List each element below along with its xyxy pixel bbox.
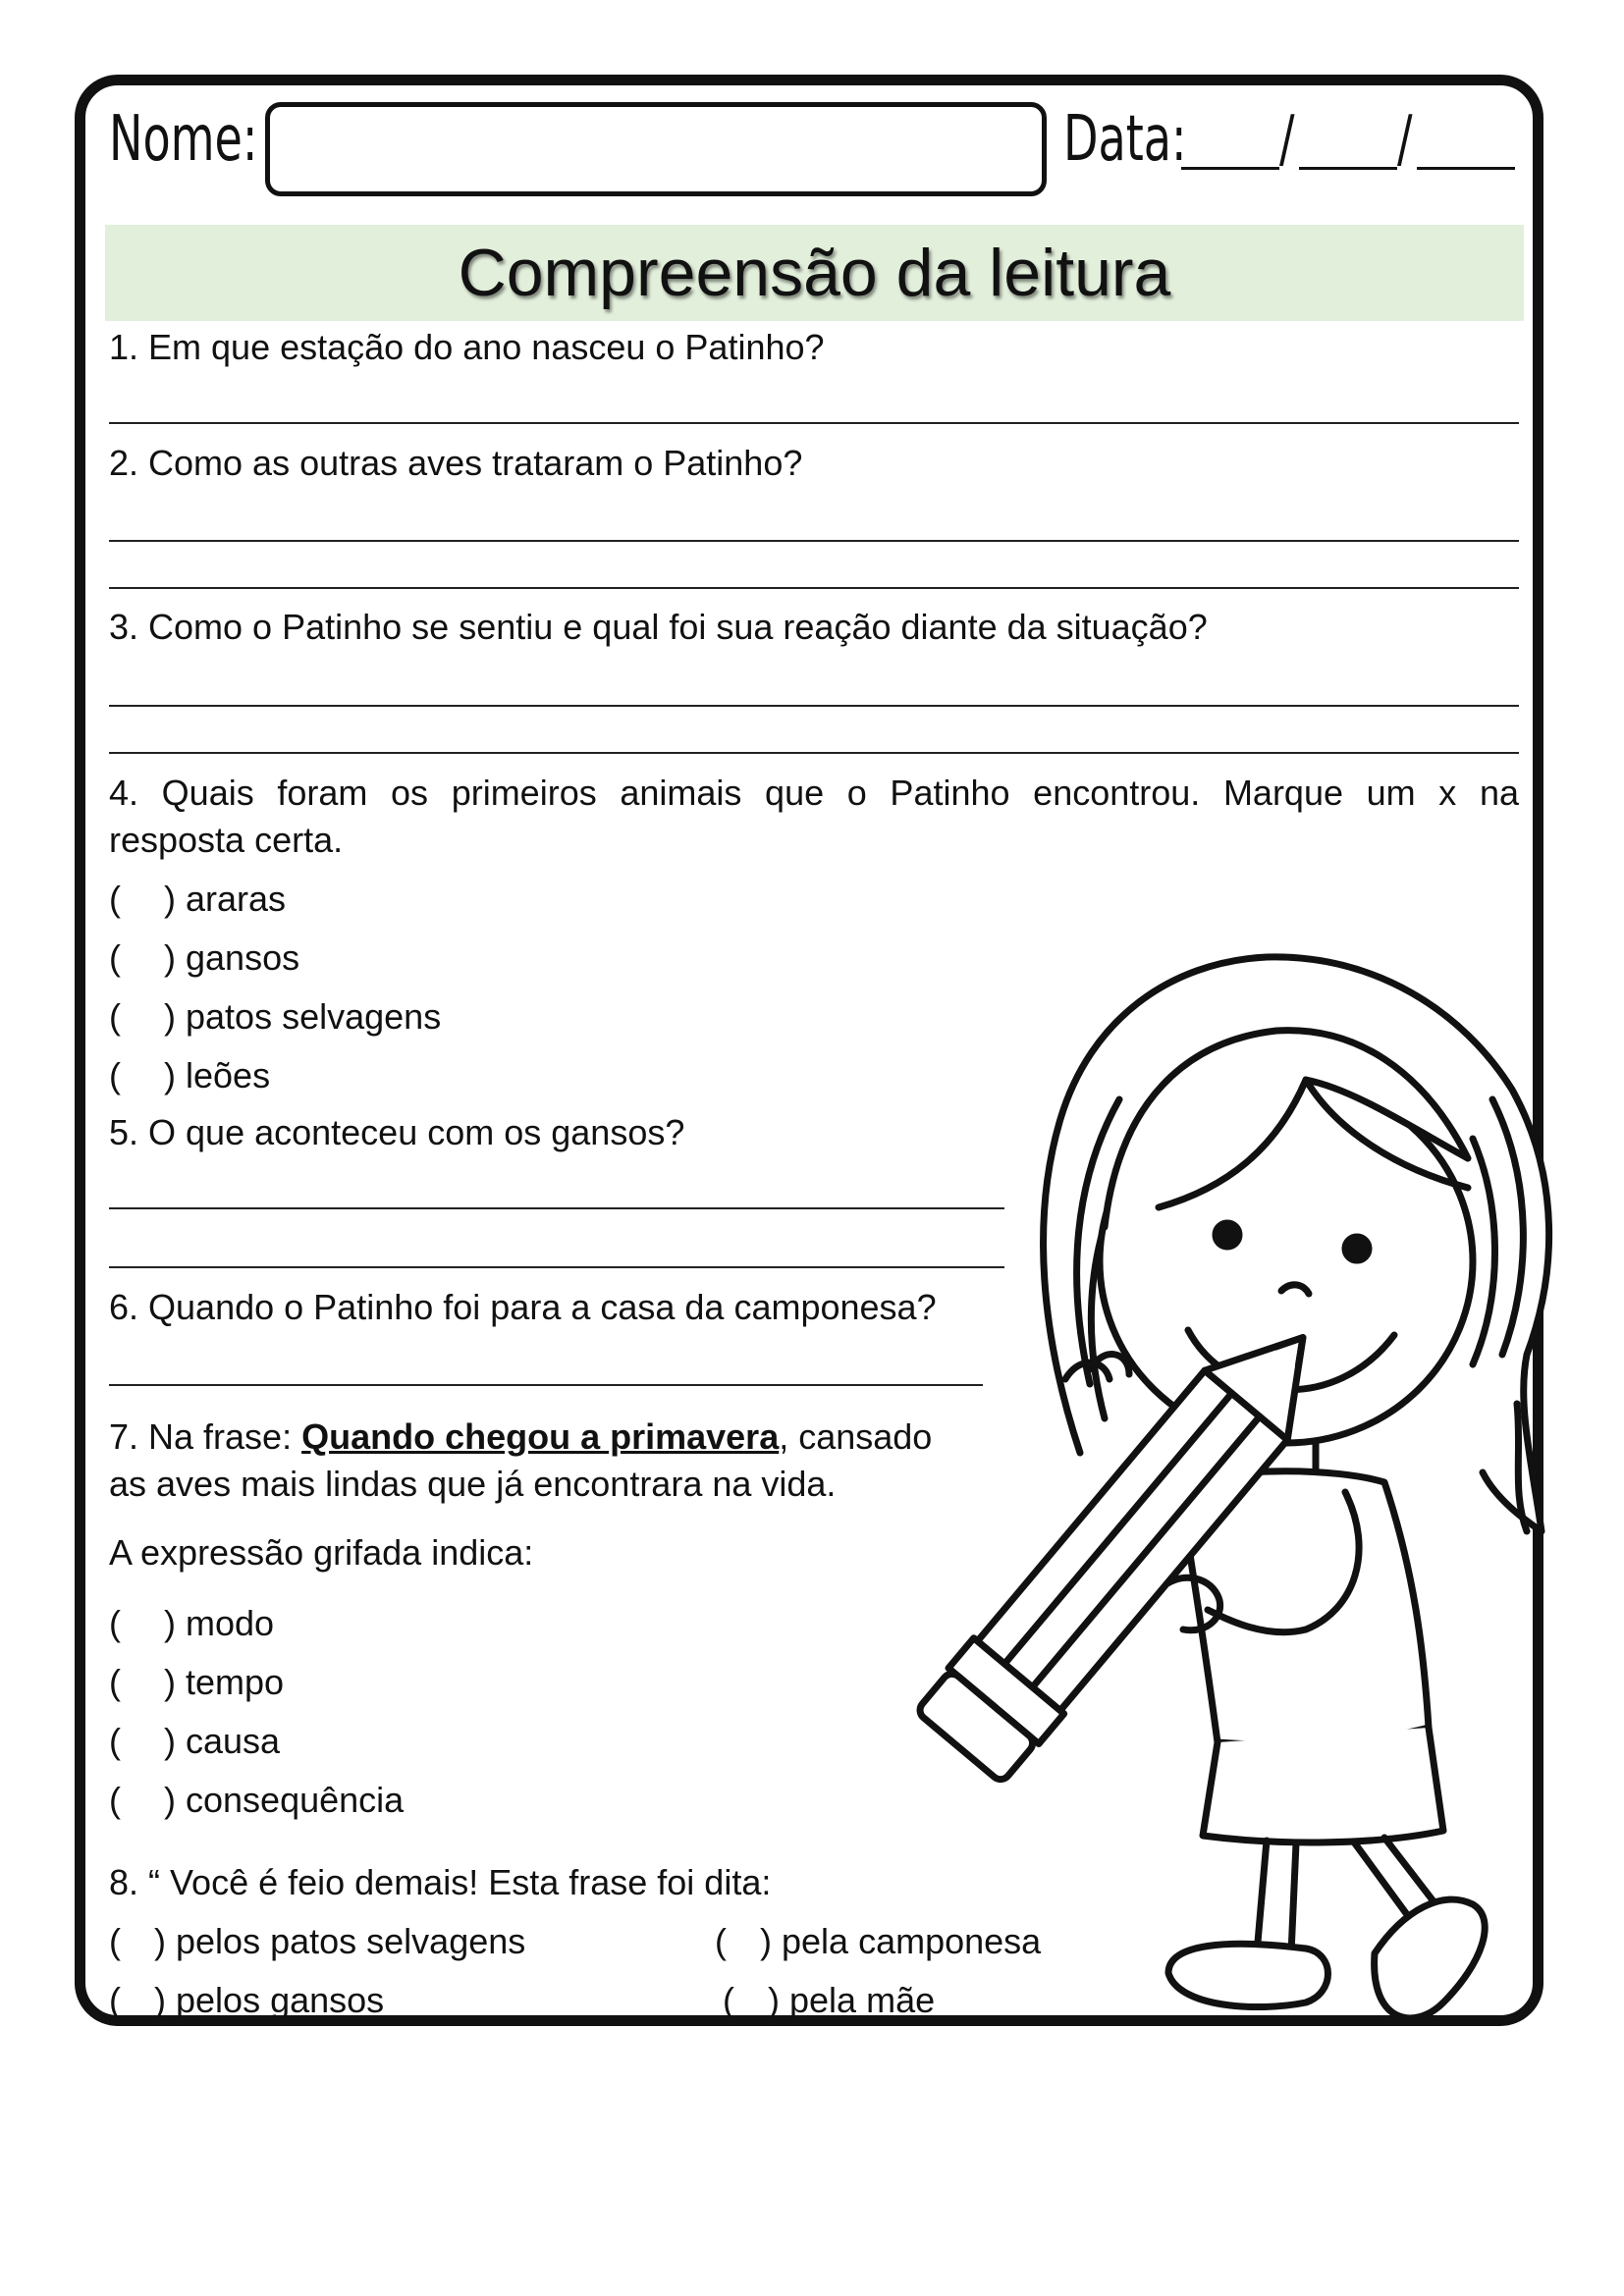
question-4-line-2: resposta certa. [109, 820, 344, 860]
q4-option[interactable]: ( ) leões [109, 1055, 271, 1095]
checkbox-open: ( [109, 879, 121, 919]
q8-option[interactable]: ( ) pelos gansos [109, 1980, 385, 2020]
question-4-line-1: 4. Quais foram os primeiros animais que o Patinho encontrou. Marque um x na [109, 773, 1519, 813]
question-5: 5. O que aconteceu com os gansos? [109, 1112, 685, 1152]
question-7-line-1: 7. Na frase: Quando chegou a primavera, cansado [109, 1416, 933, 1457]
q8-option[interactable]: ( ) pelos patos selvagens [109, 1921, 526, 1961]
page-title: Compreensão da leitura [458, 236, 1171, 310]
question-1: 1. Em que estação do ano nasceu o Patinho? [109, 327, 825, 367]
date-slash-1: / [1279, 103, 1295, 176]
date-slash-2: / [1397, 103, 1413, 176]
q7-option[interactable]: ( ) modo [109, 1603, 275, 1643]
name-label: Nome: [109, 103, 258, 176]
q4-option[interactable]: ( ) araras [109, 876, 286, 923]
q7-option[interactable]: ( ) tempo [109, 1662, 285, 1702]
question-8: 8. “ Você é feio demais! Esta frase foi dita: [109, 1862, 772, 1902]
q8-option[interactable]: ( ) pela camponesa [715, 1921, 1042, 1961]
q4-option[interactable]: ( ) patos selvagens [109, 996, 442, 1037]
q7-option[interactable]: ( ) consequência [109, 1780, 405, 1820]
question-3: 3. Como o Patinho se sentiu e qual foi sua reação diante da situação? [109, 607, 1208, 647]
q8-option[interactable]: ( ) pela mãe [723, 1980, 936, 2020]
question-7-prompt: A expressão grifada indica: [109, 1532, 534, 1573]
date-label: Data: [1063, 103, 1187, 176]
underlined-expression: Quando chegou a primavera [301, 1416, 780, 1457]
q4-option[interactable]: ( ) gansos [109, 937, 300, 978]
question-7-line-2: as aves mais lindas que já encontrara na vida. [109, 1464, 837, 1504]
q7-option[interactable]: ( ) causa [109, 1721, 281, 1761]
question-2: 2. Como as outras aves trataram o Patinho? [109, 443, 803, 483]
question-6: 6. Quando o Patinho foi para a casa da camponesa? [109, 1287, 937, 1327]
